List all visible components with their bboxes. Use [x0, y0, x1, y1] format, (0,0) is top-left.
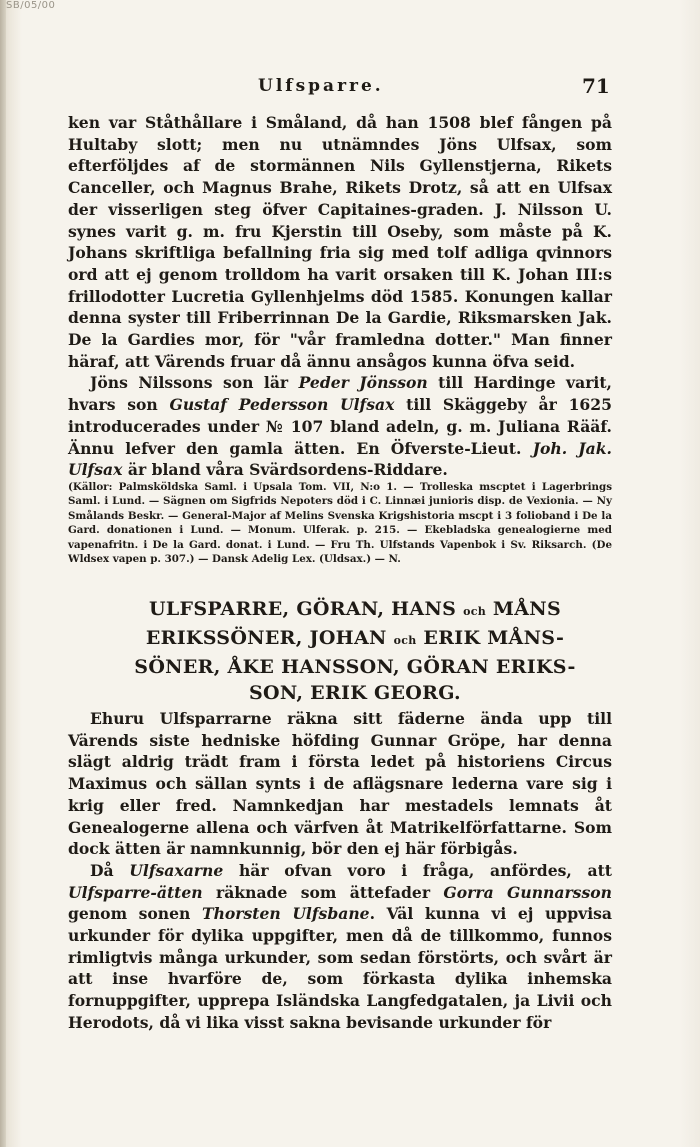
text-run: . Väl kunna vi ej uppvisa urkunder för dylika uppgifter, men då de tillkommo, funnos rimligtvis många urkunder, som sedan förstörts, och svårt är att inse hvarföre de, som förkasta dylika inhemska fornuppgifter, upprepa Isländska Langfedgatalen, ja Livii och Herodots, då vi lika visst sakna bevisande urkunder för: [68, 904, 613, 1032]
text-run: räknade som ättefader: [202, 882, 444, 902]
text-block-continuation: [68, 112, 612, 481]
name-ulfsparre-atten: Ulfsparre-ätten: [68, 882, 203, 902]
library-stamp: SB/05/00: [6, 0, 56, 11]
text-run: Då: [90, 860, 130, 880]
text-run: Jöns Nilssons son lär: [90, 373, 299, 393]
binding-edge: [0, 0, 6, 1147]
text-run: till Hardinge varit, hvars son: [68, 373, 612, 415]
heading-run: ERIKSSÖNER, JOHAN: [145, 627, 394, 649]
heading-line-4: SON, ERIK GEORG.: [249, 682, 461, 704]
name-gustaf-pedersson: Gustaf Pedersson Ulfsax: [169, 395, 395, 415]
paragraph-jons-nilsson: [68, 372, 612, 481]
text-run: genom sonen: [68, 904, 202, 924]
name-thorsten-ulfsbane: Thorsten Ulfsbane: [201, 904, 370, 924]
text-block-ulfsparre: [68, 708, 612, 1034]
sources-paragraph: (Källor: Palmsköldska Saml. i Upsala Tom. VII, N:o 1. — Trolleska mscptet i Lagerbrings Saml. i Lund. — Sägnen om Sigfrids Nepoters död i C. Linnæi junioris disp. de Vexionia. — Ny Smålands Beskr. — General-Major af Melins Svenska Krigshistoria mscpt i 3 folioband i De la Gard. donationen i Lund. — Monum. Ulferak. p. 215. — Ekebladska genealogierne med vapenafritn. i De la Gard. donat. i Lund. — Fru Th. Ulfstands Vapenbok i Sv. Riksarch. (De Wldsex vapen p. 307.) — Dansk Adelig Lex. (Uldsax.) — N.: [68, 481, 612, 566]
heading-line-1: [100, 596, 610, 625]
heading-run: ULFSPARRE, GÖRAN, HANS: [149, 598, 464, 620]
heading-run: ERIK MÅNS-: [416, 627, 565, 649]
source-notes: [68, 480, 612, 566]
page-number: 71: [582, 74, 610, 98]
section-heading: [100, 596, 610, 706]
paragraph-continuation: ken var Ståthållare i Småland, då han 1508 blef fången på Hultaby slott; men nu utnämndes Jöns Ulfsax, som efterföljdes af de stormännen Nils Gyllenstjerna, Rikets Canceller, och Magnus Brahe, Rikets Drotz, så att en Ulfsax der visserligen steg öfver Capitaines-graden. J. Nilsson U. synes varit g. m. fru Kjerstin till Oseby, som måste på K. Johans skriftliga befallning fria sig med tolf adliga qvinnors ord att ej genom trolldom ha varit orsaken till K. Johan III:s frillodotter Lucretia Gyllenhjelms död 1585. Konungen kallar denna syster till Friberrinnan De la Gardie, Riksmarsken Jak. De la Gardies mor, för "vår framledna dotter." Man finner häraf, att Värends fruar då ännu ansågos kunna öfva seid.: [68, 113, 612, 371]
paragraph-ulfsaxarne: [68, 860, 612, 1034]
paragraph-ehuru: Ehuru Ulfsparrarne räkna sitt fäderne ända upp till Värends siste hedniske höfding Gunnar Gröpe, har denna slägt aldrig trädt fram i första ledet på historiens Circus Maximus och sällan synts i de aflägsnare lederna vare sig i krig eller fred. Namnkedjan har mestadels lemnats åt Genealogerne allena och värfven åt Matrikelförfattarne. Som dock ätten är namnkunnig, bör den ej här förbigås.: [68, 709, 612, 859]
heading-line-2: [100, 625, 610, 654]
text-run: här ofvan voro i fråga, anfördes, att: [223, 860, 612, 880]
heading-run: MÅNS: [486, 598, 561, 620]
name-joh-jak-ulfsax: Joh. Jak. Ulfsax: [68, 438, 612, 480]
text-run: är bland våra Svärdsordens-Riddare.: [122, 460, 448, 480]
heading-line-3: SÖNER, ÅKE HANSSON, GÖRAN ERIKS-: [134, 656, 576, 678]
name-ulfsaxarne: Ulfsaxarne: [129, 860, 224, 880]
name-gorra-gunnarsson: Gorra Gunnarsson: [443, 882, 612, 902]
heading-och: och: [393, 634, 417, 647]
running-head: Ulfsparre.: [258, 76, 384, 96]
name-peder-jonsson: Peder Jönsson: [298, 373, 428, 393]
heading-och: och: [463, 605, 487, 618]
text-run: till Skäggeby år 1625 introducerades under № 107 bland adeln, g. m. Juliana Rääf. Ännu lefver den gamla ätten. En Öfverste-Lieut.: [68, 395, 612, 458]
